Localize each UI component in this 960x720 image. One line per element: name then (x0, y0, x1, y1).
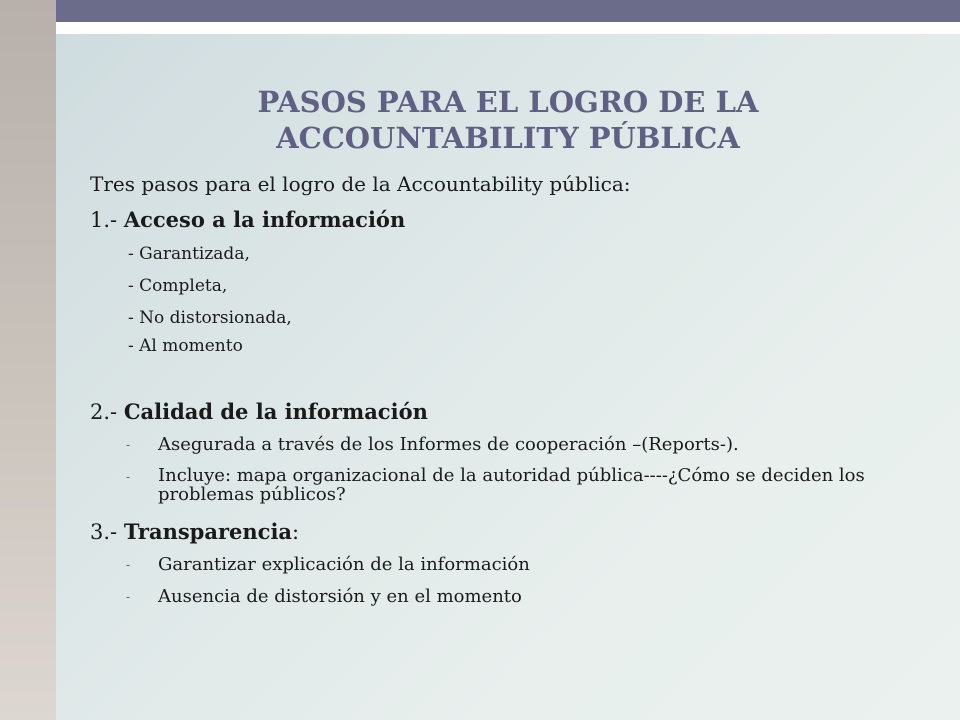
section-1-item: - Garantizada, (128, 244, 250, 264)
section-1-number: 1.- (90, 208, 124, 232)
bullet-text: Garantizar explicación de la información (158, 554, 530, 575)
section-2-title: Calidad de la información (123, 399, 428, 424)
bullet-dash: - (126, 590, 131, 604)
bullet-text: Incluye: mapa organizacional de la autoridad pública----¿Cómo se deciden los problemas públicos? (158, 465, 865, 505)
top-divider (56, 22, 960, 34)
bullet-text: Asegurada a través de los Informes de cooperación –(Reports-). (158, 434, 739, 455)
left-decorative-strip (0, 0, 56, 720)
intro-text: Tres pasos para el logro de la Accountability pública: (90, 172, 631, 196)
section-3-title: Transparencia (123, 519, 293, 544)
section-3-number: 3.- (90, 520, 124, 544)
section-3-heading (90, 518, 299, 546)
bullet-dash: - (126, 438, 131, 452)
section-1-title: Acceso a la información (123, 207, 406, 232)
section-1-heading (90, 206, 405, 234)
bullet-dash: - (126, 470, 131, 484)
section-3-colon: : (292, 520, 300, 544)
section-1-item: - Al momento (128, 336, 243, 356)
section-2-number: 2.- (90, 400, 124, 424)
section-1-item: - No distorsionada, (128, 308, 292, 328)
slide-title-line-2: ACCOUNTABILITY PÚBLICA (276, 121, 740, 155)
top-banner-bar (56, 0, 960, 22)
slide-title (56, 84, 960, 156)
slide-title-line-1: PASOS PARA EL LOGRO DE LA (257, 85, 759, 119)
bullet-dash: - (126, 558, 131, 572)
section-2-heading (90, 398, 428, 426)
bullet-text: Ausencia de distorsión y en el momento (158, 586, 522, 607)
section-1-item: - Completa, (128, 276, 228, 296)
